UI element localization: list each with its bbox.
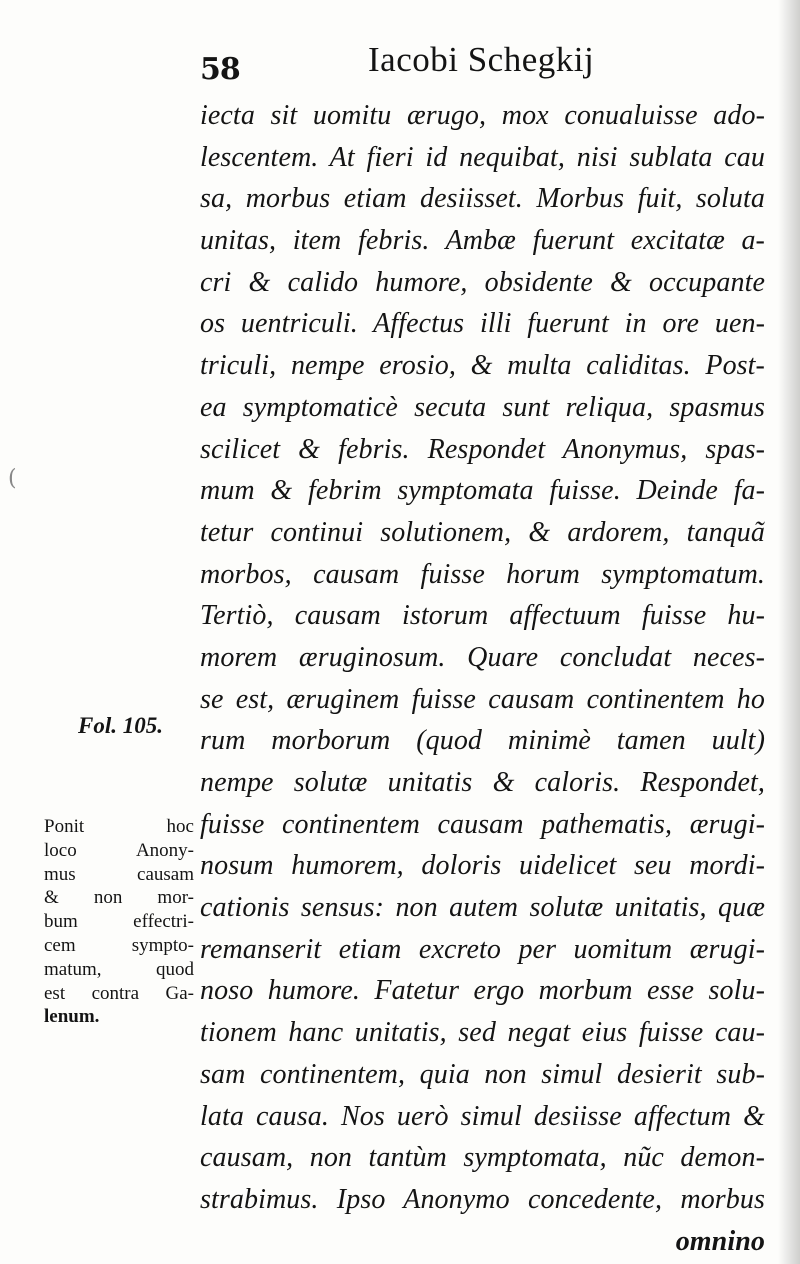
body-line: morem æruginosum. Quare concludat neces- [200, 641, 765, 673]
body-line: Tertiò, causam istorum affectuum fuisse hu- [200, 600, 765, 632]
note-line: est contra Ga- [44, 982, 194, 1004]
note-line: cem sympto- [44, 934, 194, 956]
body-text [200, 95, 765, 1262]
body-line: mum & febrim symptomata fuisse. Deinde fa- [200, 475, 765, 507]
body-line: iecta sit uomitu ærugo, mox conualuisse ado- [200, 100, 765, 131]
body-line: rum morborum (quod minimè tamen uult) [200, 725, 765, 757]
body-line: tionem hanc unitatis, sed negat eius fuisse cau- [200, 1017, 765, 1049]
body-line: nempe solutæ unitatis & caloris. Respondet, [200, 767, 765, 798]
page-number: 58 [200, 52, 240, 87]
body-line: os uentriculi. Affectus illi fuerunt in ore uen- [200, 308, 765, 340]
body-line: noso humore. Fatetur ergo morbum esse solu- [200, 975, 765, 1007]
note-line: Ponit hoc [44, 816, 194, 837]
body-line: sam continentem, quia non simul desierit sub- [200, 1058, 765, 1090]
body-line: triculi, nempe erosio, & multa caliditas. Post- [200, 350, 765, 382]
body-line: ea symptomaticè secuta sunt reliqua, spasmus [200, 391, 765, 423]
running-head: Iacobi Schegkij [368, 40, 595, 79]
body-line: lata causa. Nos uerò simul desiisse affectum & [200, 1100, 765, 1132]
body-line: scilicet & febris. Respondet Anonymus, spas- [200, 433, 765, 465]
folio-reference: Fol. 105. [78, 713, 163, 738]
body-line: tetur continui solutionem, & ardorem, tanquã [200, 516, 765, 548]
note-line: & non mor- [44, 887, 194, 909]
body-line: morbos, causam fuisse horum symptomatum. [200, 558, 765, 590]
margin-mark: ( [8, 466, 17, 491]
body-line: nosum humorem, doloris uidelicet seu mordi- [200, 850, 765, 882]
body-line: causam, non tantùm symptomata, nũc demon- [200, 1142, 765, 1174]
show-through-text [40, 360, 180, 450]
catchword: omnino [675, 1225, 765, 1257]
note-line: lenum. [44, 1006, 100, 1028]
body-line: se est, æruginem fuisse causam continentem ho [200, 683, 765, 715]
body-line: lescentem. At fieri id nequibat, nisi sublata cau [200, 141, 765, 173]
body-line: fuisse continentem causam pathematis, ærugi- [200, 808, 765, 840]
body-line: sa, morbus etiam desiisset. Morbus fuit, soluta [200, 183, 765, 215]
body-line: unitas, item febris. Ambæ fuerunt excitatæ a- [200, 225, 765, 257]
page-edge-shadow [778, 0, 800, 1264]
note-line: mus causam [44, 863, 194, 885]
marginal-note [44, 815, 194, 1029]
body-line: cationis sensus: non autem solutæ unitatis, quæ [200, 892, 765, 924]
note-line: matum, quod [44, 958, 194, 980]
body-line: strabimus. Ipso Anonymo concedente, morbus [200, 1183, 765, 1215]
note-line: bum effectri- [44, 911, 194, 933]
body-line: remanserit etiam excreto per uomitum ærugi- [200, 933, 765, 965]
body-line: cri & calido humore, obsidente & occupante [200, 266, 765, 298]
note-line: loco Anony- [44, 839, 194, 861]
